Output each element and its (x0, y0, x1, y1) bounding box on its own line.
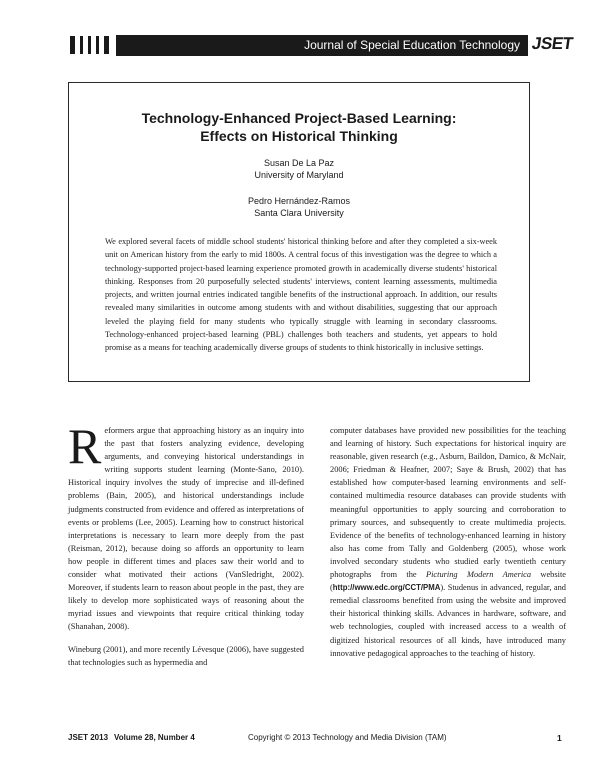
footer-journal-info (68, 733, 195, 742)
body-column-right (330, 424, 566, 660)
author-block-2 (69, 195, 529, 219)
jset-logo: JSET (530, 34, 574, 53)
paragraph-text: computer databases have provided new possibilities for the teaching and learning of history. Such expectations for historical inquiry are reasonable, given research (e.g., Asburn, Baildon, Damico, & McNair, 2006; Friedman & Heafner, 2007; Saye & Brush, 2002) that has established how computer-based learning environments and self-contained multimedia resource databases can provide students with meaningful opportunities to apply sourcing and corroboration to primary sources, and subsequently to create multimedia projects. Evidence of the benefits of technology-enhanced learning in history also has come from Tally and Goldenberg (2005), whose work involved secondary students who studied early twentieth century photographs from the (330, 426, 566, 580)
header-bar (104, 36, 109, 54)
header-bars-decoration (70, 36, 109, 54)
abstract-text: We explored several facets of middle school students' historical thinking before and after they completed a six-week unit on American history from the early to mid 1800s. A central focus of this investigation was the degree to which a technology-supported project-based learning experience promoted growth in academically diverse students' historical thinking. Responses from 20 purposefully selected students' interviews, content learning assessments, multimedia projects, and written journal entries indicated tangible benefits of the instructional approach. In addition, our results revealed many similarities in outcome among students with and without disabilities, suggesting that our approach leveled the playing field for many students who typically struggle with learning in secondary classrooms. Technology-enhanced project-based learning (PBL) challenges both teachers and students, yet appears to hold promise as a means for teaching academically diverse groups of students to think historically in inclusive settings. (105, 237, 497, 353)
body-column-left (68, 418, 304, 669)
body-paragraph (68, 418, 304, 634)
website-title: Picturing Modern America (425, 570, 532, 580)
website-link[interactable]: http://www.edc.org/CCT/PMA (332, 583, 441, 593)
author-affiliation: Santa Clara University (254, 208, 344, 218)
journal-name: Journal of Special Education Technology (304, 38, 520, 52)
title-line-2: Effects on Historical Thinking (200, 128, 398, 144)
header-bar (88, 36, 91, 54)
author-name: Susan De La Paz (263, 158, 335, 168)
body-paragraph (330, 424, 566, 660)
title-line-1: Technology-Enhanced Project-Based Learning: (141, 110, 457, 126)
body-paragraph: Wineburg (2001), and more recently Lévesque (2006), have suggested that technologies such as hypermedia and (68, 644, 304, 667)
author-block-1 (69, 157, 529, 181)
footer-copyright: Copyright © 2013 Technology and Media Division (TAM) (248, 733, 447, 742)
footer-journal-year: JSET 2013 (68, 733, 109, 742)
paragraph-text: ). Studenus in advanced, regular, and remedial classrooms benefited from using the website and improved their historical thinking skills. Advances in hardware, software, and web technologies, coupled with increased access to a wealth of digitized historical resources of all kinds, have introduced many innovative pedagogical approaches to the teaching of history. (330, 583, 566, 658)
author-name: Pedro Hernández-Ramos (247, 196, 351, 206)
header-band (116, 35, 528, 56)
page-number: 1 (557, 733, 562, 743)
footer-volume: Volume 28, Number 4 (114, 733, 195, 742)
author-affiliation: University of Maryland (254, 170, 344, 180)
paragraph-text: website ( (330, 570, 566, 593)
paragraph-text: eformers argue that approaching history as an inquiry into the past that fosters analyzing evidence, developing arguments, and conveying historical understandings in writing supports student learning (Monte-Sano, 2010). Historical inquiry involves the study of imprecise and ill-defined problems (Bain, 2005), and historical understandings include judgments constructed from evidence and offered as interpretations of events or problems (Lee, 2005). Learning how to construct historical interpretations is necessary to learn more deeply from the past (Reisman, 2012), because doing so affords an opportunity to learn how people in different times and places saw their world and to consider what motivated their actions (VanSledright, 2002). Moreover, if students learn to reason about people in the past, they are likely to develop more sophisticated ways of reasoning about the myriad issues and viewpoints that require critical thinking today (Shanahan, 2008). (68, 426, 304, 632)
article-title (69, 109, 529, 145)
header-bar (96, 36, 99, 54)
header-bar (80, 36, 83, 54)
header-bar (70, 36, 75, 54)
abstract-box (68, 82, 530, 382)
drop-cap: R (68, 418, 102, 474)
